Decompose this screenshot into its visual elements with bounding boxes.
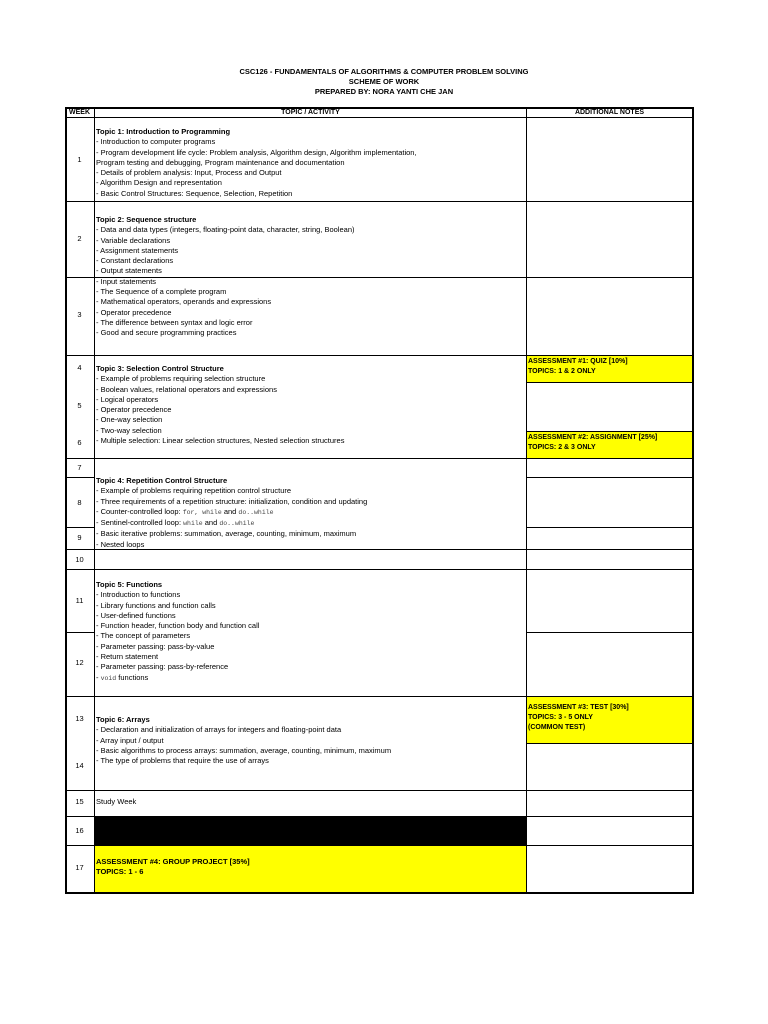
week-number: 9	[77, 533, 82, 542]
topic-item: - The concept of parameters	[96, 631, 191, 641]
topic-item: - Details of problem analysis: Input, Process and Output	[96, 168, 282, 178]
week-number: 12	[75, 658, 84, 667]
topic-item: - Basic algorithms to process arrays: summation, average, counting, minimum, maximum	[96, 745, 392, 755]
course-title: CSC126 - FUNDAMENTALS OF ALGORITHMS & COMPUTER PROBLEM SOLVING	[239, 67, 529, 76]
code-keyword: void	[100, 674, 117, 682]
code-keyword: do..while	[238, 508, 274, 516]
assessment-1-note	[528, 357, 692, 377]
assessment-line: (COMMON TEST)	[528, 724, 586, 731]
week-number: 10	[75, 555, 84, 564]
week-number: 17	[75, 863, 84, 872]
topic-item: - Logical operators	[96, 394, 159, 404]
code-keyword: do..while	[219, 520, 255, 528]
topic-item: - Data and data types (integers, floating-point data, character, string, Boolean)	[96, 225, 355, 235]
topic-title: Topic 3: Selection Control Structure	[96, 364, 224, 373]
topic-item: - Good and secure programming practices	[96, 328, 237, 338]
topic-item: Program testing and debugging, Program maintenance and documentation	[96, 157, 345, 167]
prepared-by: PREPARED BY: NORA YANTI CHE JAN	[314, 87, 454, 96]
topic-title: Topic 2: Sequence structure	[96, 215, 197, 224]
week-number: 5	[77, 401, 82, 410]
topic-item: - Variable declarations	[96, 235, 171, 245]
topic-item: - Library functions and function calls	[96, 600, 216, 610]
topic-item: - Introduction to computer programs	[96, 137, 216, 147]
topic-item: - User-defined functions	[96, 610, 176, 620]
topic-item: - Output statements	[96, 266, 162, 276]
topic-item: - Parameter passing: pass-by-reference	[96, 662, 229, 672]
topic-item: - One-way selection	[96, 415, 163, 425]
assessment-line: TOPICS: 3 - 5 ONLY	[528, 714, 593, 721]
topic-item: - Three requirements of a repetition structure: initialization, condition and updating	[96, 496, 368, 506]
topic-item: - The Sequence of a complete program	[96, 287, 227, 297]
topic-item: - Array input / output	[96, 735, 164, 745]
topic-item-sentinel-loop	[96, 518, 521, 529]
assessment-line: ASSESSMENT #4: GROUP PROJECT [35%]	[96, 857, 250, 866]
study-week-label: Study Week	[96, 797, 137, 806]
week-number: 2	[77, 234, 82, 243]
topic-item: - Declaration and initialization of arrays for integers and floating-point data	[96, 725, 342, 735]
topic-item: - Operator precedence	[96, 405, 172, 415]
week-number: 3	[77, 310, 82, 319]
topic-title: Topic 1: Introduction to Programming	[96, 127, 231, 136]
item-text: and	[202, 518, 220, 528]
topic-item: - Basic Control Structures: Sequence, Selection, Repetition	[96, 188, 293, 198]
column-header-topic: TOPIC / ACTIVITY	[281, 109, 340, 116]
week-number: 14	[75, 761, 84, 770]
assessment-line: TOPICS: 1 - 6	[96, 867, 144, 876]
topic-5-block	[96, 580, 521, 684]
topic-item: - Example of problems requiring repetition control structure	[96, 486, 292, 496]
assessment-line: TOPICS: 1 & 2 ONLY	[528, 368, 596, 375]
topic-item: - Algorithm Design and representation	[96, 178, 222, 188]
week-number: 16	[75, 826, 84, 835]
topic-item: - Introduction to functions	[96, 590, 181, 600]
topic-item: - Nested loops	[96, 539, 145, 549]
assessment-4-note	[96, 857, 250, 877]
topic-item: - Input statements	[96, 276, 157, 286]
topic-item-void-functions	[96, 673, 521, 684]
assessment-2-note	[528, 433, 692, 453]
topic-title: Topic 4: Repetition Control Structure	[96, 476, 228, 485]
topic-item-counter-loop	[96, 507, 521, 518]
week-number: 15	[75, 797, 84, 806]
topic-item: - Boolean values, relational operators and expressions	[96, 384, 277, 394]
week-number: 1	[77, 155, 82, 164]
topic-item: - Function header, function body and function call	[96, 621, 260, 631]
topic-item: - Multiple selection: Linear selection structures, Nested selection structures	[96, 436, 345, 446]
item-text: - Counter-controlled loop:	[96, 506, 183, 516]
topic-item: - Two-way selection	[96, 425, 162, 435]
assessment-line: ASSESSMENT #2: ASSIGNMENT [25%]	[528, 434, 658, 441]
topic-item: - Example of problems requiring selection structure	[96, 374, 266, 384]
scheme-title: SCHEME OF WORK	[348, 77, 420, 86]
week-number: 7	[77, 463, 82, 472]
week-number: 11	[75, 596, 84, 605]
item-text: - Sentinel-controlled loop:	[96, 518, 184, 528]
code-keyword: while	[183, 520, 203, 528]
item-text: -	[96, 672, 101, 682]
week-number: 13	[75, 714, 84, 723]
item-text: and	[221, 506, 239, 516]
topic-item: - Constant declarations	[96, 256, 174, 266]
column-header-notes: ADDITIONAL NOTES	[574, 109, 645, 116]
topic-title: Topic 6: Arrays	[96, 715, 150, 724]
week-number: 4	[77, 363, 82, 372]
topic-item: - Basic iterative problems: summation, average, counting, minimum, maximum	[96, 529, 357, 539]
topic-item: - Return statement	[96, 652, 159, 662]
topic-title: Topic 5: Functions	[96, 580, 163, 589]
column-header-week: WEEK	[69, 109, 90, 116]
topic-item: - Program development life cycle: Problem analysis, Algorithm design, Algorithm implementation,	[96, 147, 417, 157]
week-number: 8	[77, 498, 82, 507]
topic-item: - Operator precedence	[96, 307, 172, 317]
assessment-line: TOPICS: 2 & 3 ONLY	[528, 444, 596, 451]
topic-1-block	[96, 127, 521, 199]
assessment-3-note	[528, 703, 692, 733]
topic-item: - The difference between syntax and logic error	[96, 317, 253, 327]
topic-2-block	[96, 215, 521, 339]
topic-3-block	[96, 364, 521, 446]
item-text: functions	[116, 672, 149, 682]
assessment-line: ASSESSMENT #1: QUIZ [10%]	[528, 358, 628, 365]
topic-4-block	[96, 476, 521, 550]
code-keyword: for, while	[182, 508, 222, 516]
topic-item: - The type of problems that require the use of arrays	[96, 756, 269, 766]
week-16-black-bar	[95, 816, 527, 845]
scheme-of-work-table	[65, 107, 694, 894]
topic-item: - Mathematical operators, operands and expressions	[96, 297, 272, 307]
topic-6-block	[96, 715, 521, 766]
topic-item: - Parameter passing: pass-by-value	[96, 641, 215, 651]
topic-item: - Assignment statements	[96, 245, 179, 255]
assessment-line: ASSESSMENT #3: TEST [30%]	[528, 704, 629, 711]
week-number: 6	[77, 438, 82, 447]
